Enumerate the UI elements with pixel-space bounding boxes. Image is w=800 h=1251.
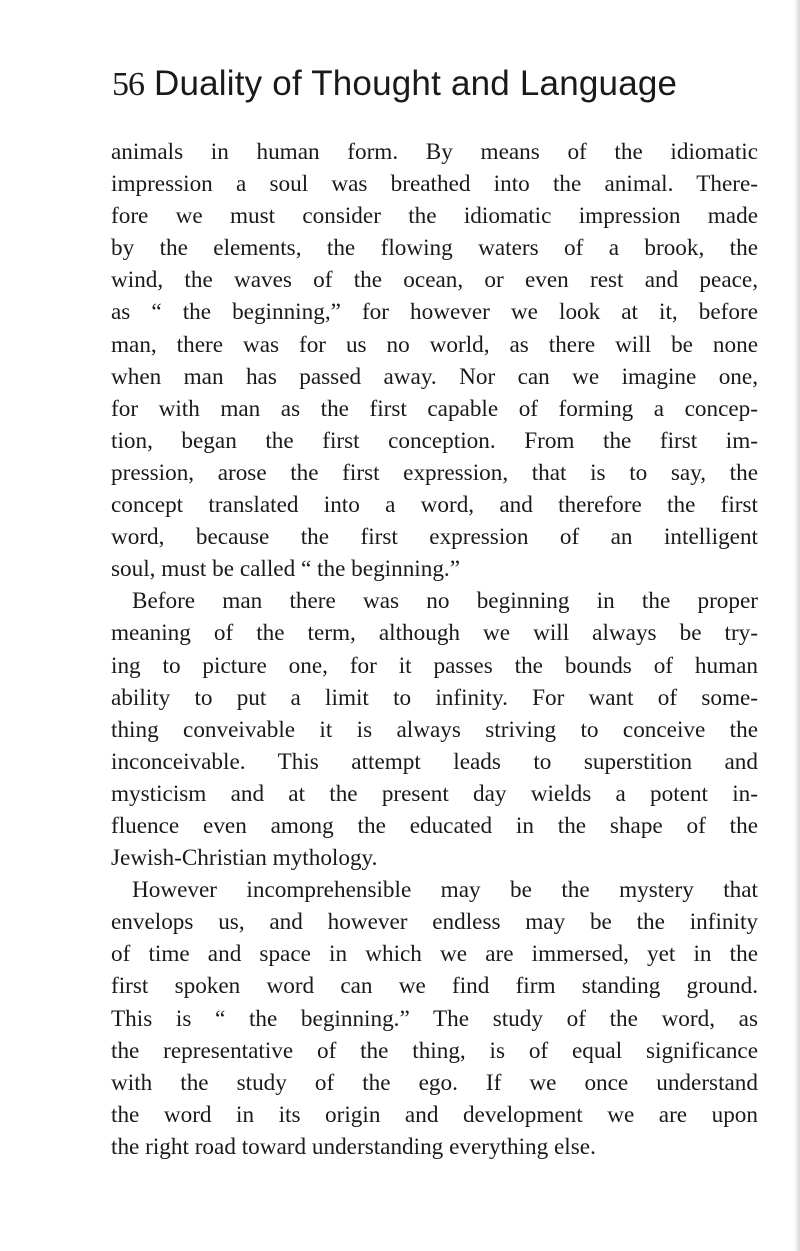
text-line: concept translated into a word, and therefore the first [111,492,758,519]
text-line: soul, must be called “ the beginning.” [111,556,461,583]
running-head [112,64,752,124]
text-line: fluence even among the educated in the shape of the [111,812,758,839]
page-number: 56 [112,66,144,103]
text-line: by the elements, the flowing waters of a brook, the [111,235,758,262]
text-line: ability to put a limit to infinity. For want of some- [111,684,758,711]
paragraph [111,874,758,1163]
text-line: meaning of the term, although we will always be try- [111,620,758,647]
text-line: mysticism and at the present day wields a potent in- [111,780,758,807]
text-line: However incomprehensible may be the mystery that [132,877,758,904]
text-line: word, because the first expression of an intelligent [111,524,758,551]
text-line: as “ the beginning,” for however we look at it, before [111,299,758,326]
text-line: inconceivable. This attempt leads to superstition and [111,748,758,775]
text-line: with the study of the ego. If we once understand [111,1069,758,1096]
text-line: pression, arose the first expression, that is to say, the [111,459,758,486]
text-line: tion, began the first conception. From the first im- [111,427,758,454]
text-line: first spoken word can we find firm standing ground. [111,973,758,1000]
text-line: envelops us, and however endless may be the infinity [111,909,758,936]
text-line: Jewish-Christian mythology. [111,845,378,872]
paragraph [111,585,758,874]
body-text [111,136,758,1163]
page-edge-shadow [794,0,800,1251]
text-line: impression a soul was breathed into the animal. There- [111,171,758,198]
text-line: animals in human form. By means of the idiomatic [111,139,758,165]
text-line: the word in its origin and development we are upon [111,1101,758,1128]
text-line: thing conveivable it is always striving to conceive the [111,716,758,743]
text-line: the right road toward understanding everything else. [111,1133,596,1160]
text-line: of time and space in which we are immersed, yet in the [111,941,758,968]
text-line: wind, the waves of the ocean, or even rest and peace, [111,267,758,294]
text-line: for with man as the first capable of forming a concep- [111,395,758,422]
header-title: Duality of Thought and Language [154,64,678,103]
text-line: fore we must consider the idiomatic impression made [111,203,758,230]
text-line: when man has passed away. Nor can we imagine one, [111,363,758,390]
text-line: ing to picture one, for it passes the bounds of human [111,652,758,679]
paragraph [111,136,758,585]
text-line: man, there was for us no world, as there will be none [111,331,758,358]
text-line: Before man there was no beginning in the proper [132,588,758,615]
text-line: This is “ the beginning.” The study of the word, as [111,1005,758,1032]
text-line: the representative of the thing, is of equal significance [111,1037,758,1064]
